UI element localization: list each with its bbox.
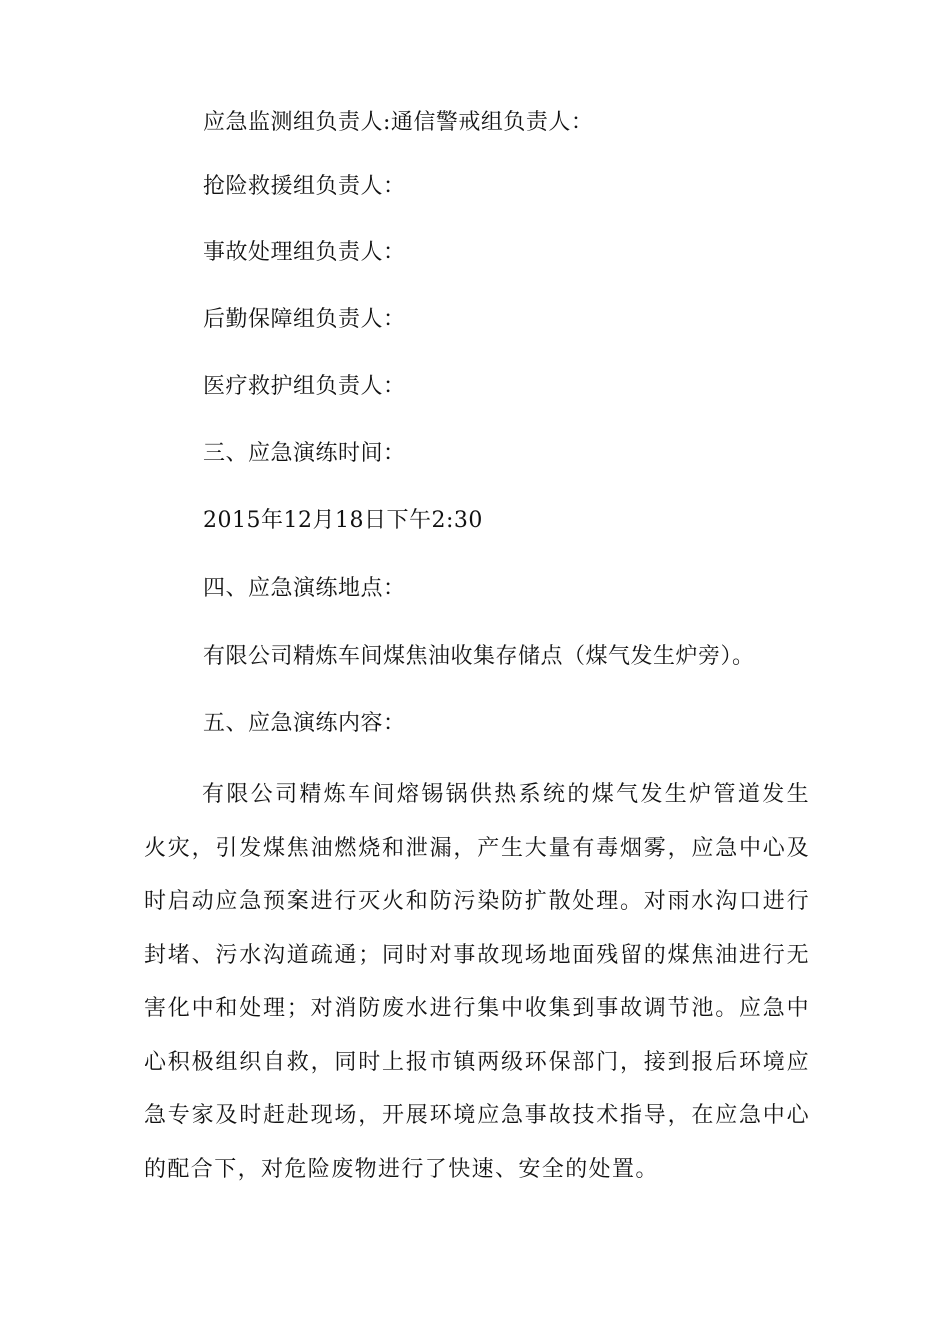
drill-location-value: 有限公司精炼车间煤焦油收集存储点（煤气发生炉旁）。 <box>203 644 755 669</box>
line-accident-handling-leader: 事故处理组负责人： <box>203 240 406 265</box>
drill-content-paragraph: 有限公司精炼车间熔锡锅供热系统的煤气发生炉管道发生火灾，引发煤焦油燃烧和泄漏，产生大量有毒烟雾，应急中心及时启动应急预案进行灭火和防污染防扩散处理。对雨水沟口进行封堵、污水沟道疏通；同时对事故现场地面残留的煤焦油进行无害化中和处理；对消防废水进行集中收集到事故调节池。应急中心积极组织自救，同时上报市镇两级环保部门，接到报后环境应急专家及时赶赴现场，开展环境应急事故技术指导，在应急中心的配合下，对危险废物进行了快速、安全的处置。 <box>144 782 810 1182</box>
section-heading-drill-location: 四、应急演练地点： <box>203 576 406 601</box>
line-monitoring-comm-leaders: 应急监测组负责人:通信警戒组负责人： <box>203 110 594 135</box>
drill-time-value: 2015年12月18日下午2:30 <box>203 508 483 533</box>
line-logistics-leader: 后勤保障组负责人： <box>203 307 406 332</box>
section-heading-drill-content: 五、应急演练内容： <box>203 711 406 736</box>
line-rescue-leader: 抢险救援组负责人： <box>203 174 406 199</box>
section-heading-drill-time: 三、应急演练时间： <box>203 441 406 466</box>
line-medical-leader: 医疗救护组负责人： <box>203 374 406 399</box>
